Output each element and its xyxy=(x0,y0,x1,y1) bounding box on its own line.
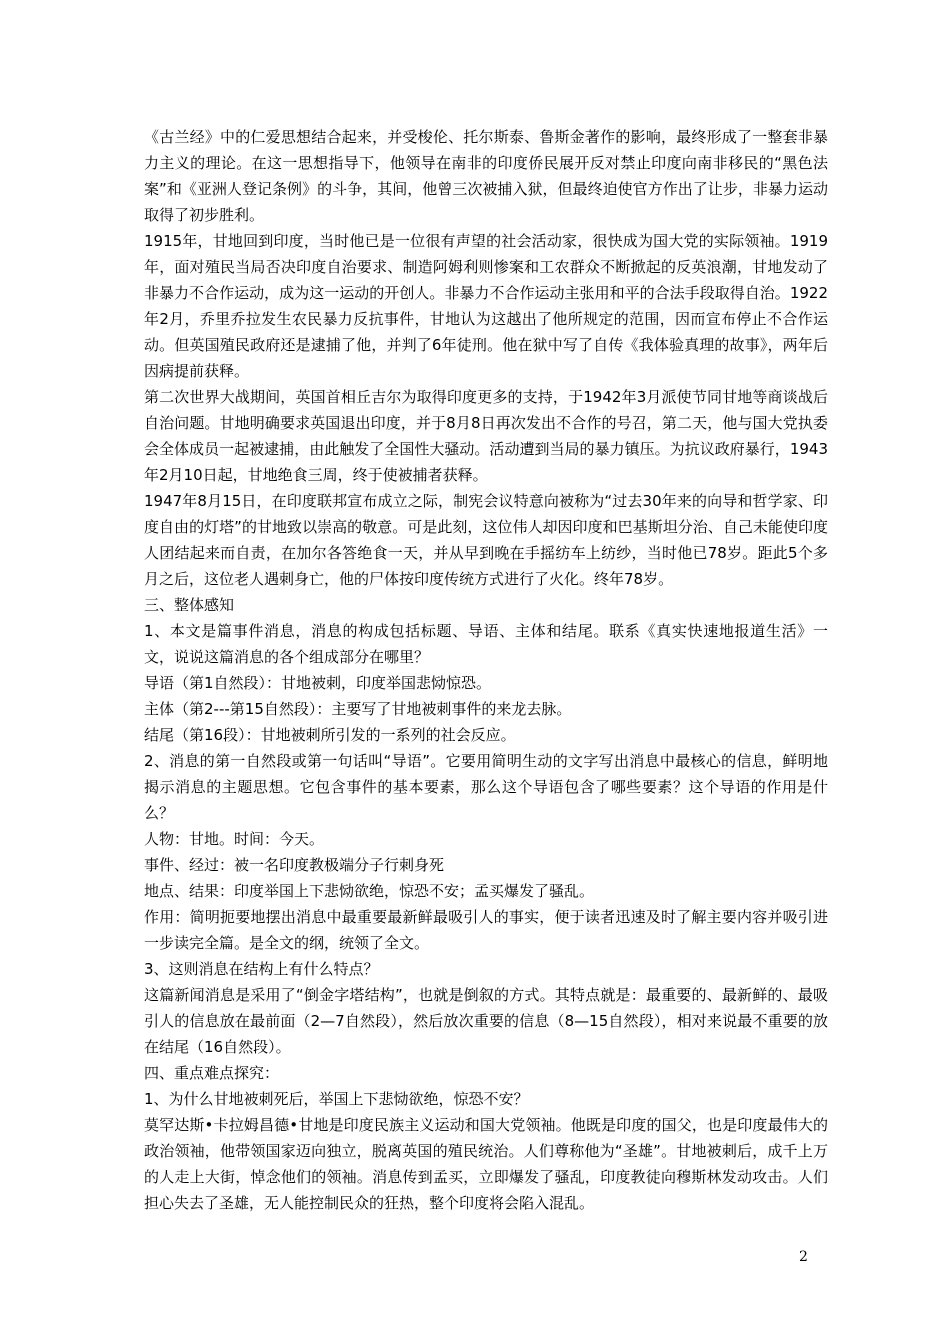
answer-place-result: 地点、结果：印度举国上下悲恸欲绝，惊恐不安；孟买爆发了骚乱。 xyxy=(144,882,595,900)
question-1: 1、本文是篇事件消息，消息的构成包括标题、导语、主体和结尾。联系《真实快速地报道生活》一文，说说这篇消息的各个组成部分在哪里？ xyxy=(144,622,828,666)
answer-function: 作用：简明扼要地摆出消息中最重要最新鲜最吸引人的事实，便于读者迅速及时了解主要内容并吸引进一步读完全篇。是全文的纲，统领了全文。 xyxy=(144,908,828,952)
paragraph-ww2: 第二次世界大战期间，英国首相丘吉尔为取得印度更多的支持，于1942年3月派使节同甘地等商谈战后自治问题。甘地明确要求英国退出印度，并于8月8日再次发出不合作的号召，第二天，他与国大党执委会全体成员一起被逮捕，由此触发了全国性大骚动。活动遭到当局的暴力镇压。为抗议政府暴行，1943年2月10日起，甘地绝食三周，终于使被捕者获释。 xyxy=(144,388,828,484)
paragraph-1947-independence: 1947年8月15日，在印度联邦宣布成立之际，制宪会议特意向被称为“过去30年来的向导和哲学家、印度自由的灯塔”的甘地致以崇高的敬意。可是此刻，这位伟人却因印度和巴基斯坦分治、自己未能使印度人团结起来而自责，在加尔各答绝食一天，并从早到晚在手摇纺车上纺纱，当时他已78岁。距此5个多月之后，这位老人遇刺身亡，他的尸体按印度传统方式进行了火化。终年78岁。 xyxy=(144,492,828,588)
answer-ending: 结尾（第16段）：甘地被刺所引发的一系列的社会反应。 xyxy=(144,726,516,744)
answer-lead: 导语（第1自然段）：甘地被刺，印度举国悲恸惊恐。 xyxy=(144,674,492,692)
answer-body: 主体（第2---第15自然段）：主要写了甘地被刺事件的来龙去脉。 xyxy=(144,700,572,718)
section-heading-overall: 三、整体感知 xyxy=(144,596,235,614)
answer-event: 事件、经过：被一名印度教极端分子行刺身死 xyxy=(144,856,445,874)
question-3: 3、这则消息在结构上有什么特点？ xyxy=(144,960,379,978)
section-heading-key-points: 四、重点难点探究： xyxy=(144,1064,280,1082)
key-question-1: 1、为什么甘地被刺死后，举国上下悲恸欲绝，惊恐不安？ xyxy=(144,1090,529,1108)
question-2: 2、消息的第一自然段或第一句话叫“导语”。它要用简明生动的文字写出消息中最核心的信息，鲜明地揭示消息的主题思想。它包含事件的基本要素，那么这个导语包含了哪些要素？这个导语的作用是什么？ xyxy=(144,752,828,822)
answer-structure: 这篇新闻消息是采用了“倒金字塔结构”，也就是倒叙的方式。其特点就是：最重要的、最新鲜的、最吸引人的信息放在最前面（2—7自然段），然后放次重要的信息（8—15自然段），相对来说最不重要的放在结尾（16自然段）。 xyxy=(144,986,828,1056)
key-answer-1: 莫罕达斯•卡拉姆昌德•甘地是印度民族主义运动和国大党领袖。他既是印度的国父，也是印度最伟大的政治领袖，他带领国家迈向独立，脱离英国的殖民统治。人们尊称他为“圣雄”。甘地被刺后，成千上万的人走上大街，悼念他们的领袖。消息传到孟买，立即爆发了骚乱，印度教徒向穆斯林发动攻击。人们担心失去了圣雄，无人能控制民众的狂热，整个印度将会陷入混乱。 xyxy=(144,1116,828,1212)
answer-people-time: 人物：甘地。时间：今天。 xyxy=(144,830,325,848)
paragraph-south-africa: 《古兰经》中的仁爱思想结合起来，并受梭伦、托尔斯泰、鲁斯金著作的影响，最终形成了一整套非暴力主义的理论。在这一思想指导下，他领导在南非的印度侨民展开反对禁止印度向南非移民的“黑色法案”和《亚洲人登记条例》的斗争，其间，他曾三次被捕入狱，但最终迫使官方作出了让步，非暴力运动取得了初步胜利。 xyxy=(144,128,828,224)
paragraph-1915-return: 1915年，甘地回到印度，当时他已是一位很有声望的社会活动家，很快成为国大党的实际领袖。1919年，面对殖民当局否决印度自治要求、制造阿姆利则惨案和工农群众不断掀起的反英浪潮，甘地发动了非暴力不合作运动，成为这一运动的开创人。非暴力不合作运动主张用和平的合法手段取得自治。1922年2月，乔里乔拉发生农民暴力反抗事件，甘地认为这越出了他所规定的范围，因而宣布停止不合作运动。但英国殖民政府还是逮捕了他，并判了6年徒刑。他在狱中写了自传《我体验真理的故事》，两年后因病提前获释。 xyxy=(144,232,828,380)
document-body xyxy=(144,124,828,1216)
page-number: 2 xyxy=(799,1249,808,1265)
